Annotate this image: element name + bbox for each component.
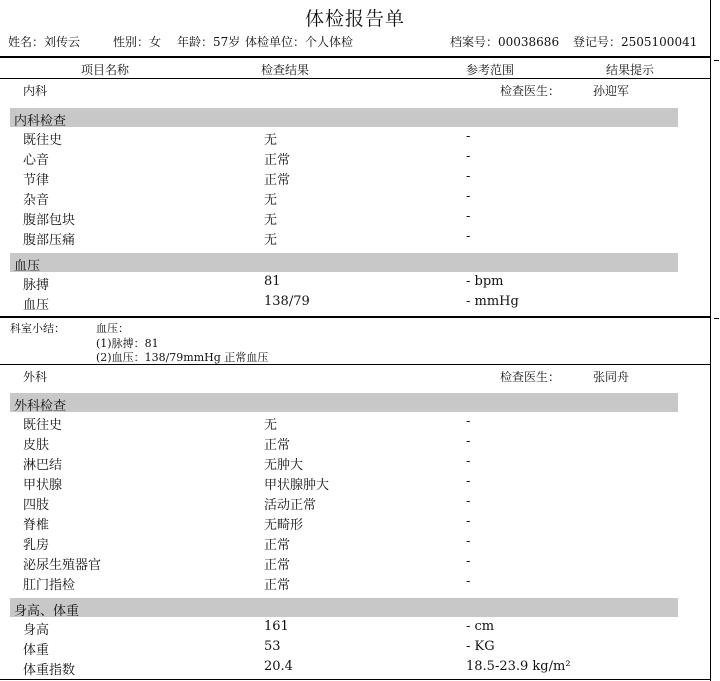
dept-surgery (0, 368, 710, 386)
item-name: 体重指数 (23, 663, 76, 678)
report-title: 体检报告单 (304, 8, 405, 30)
item-name: 四肢 (23, 498, 50, 513)
item-name: 腹部包块 (23, 213, 76, 228)
item-result: 无 (264, 213, 278, 228)
table-row (0, 572, 710, 591)
group-header (10, 393, 678, 412)
item-name: 身高 (23, 623, 50, 638)
header-top-rule (0, 56, 710, 58)
group-header (10, 253, 678, 272)
table-row (0, 637, 710, 656)
col-result: 检查结果 (260, 63, 309, 77)
table-row (0, 512, 710, 531)
group-header (10, 108, 678, 127)
item-name: 杂音 (23, 193, 50, 208)
section-rule (0, 316, 710, 318)
item-name: 心音 (23, 153, 50, 168)
item-name: 甲状腺 (23, 478, 63, 493)
col-reference: 参考范围 (465, 63, 514, 77)
col-item: 项目名称 (80, 63, 129, 77)
item-name: 皮肤 (23, 438, 50, 453)
item-reference: - (466, 129, 471, 144)
item-reference: - (466, 229, 471, 244)
item-reference: - (466, 514, 471, 529)
summary-label: 科室小结： (10, 322, 65, 335)
item-reference: - (466, 494, 471, 509)
dept-summary (0, 320, 710, 364)
table-row (0, 227, 710, 246)
table-row (0, 452, 710, 471)
page-bottom-rule (0, 679, 710, 680)
item-name: 腹部压痛 (23, 233, 76, 248)
patient-age: 年龄：57岁 (177, 35, 241, 49)
item-result: 无 (264, 233, 278, 248)
item-reference: - (466, 209, 471, 224)
item-result: 81 (264, 274, 281, 289)
item-result: 活动正常 (264, 498, 317, 513)
table-row (0, 292, 710, 311)
col-hint: 结果提示 (605, 63, 654, 77)
table-row (0, 657, 710, 676)
item-name: 既往史 (23, 133, 63, 148)
patient-file-no: 档案号：00038686 (450, 35, 560, 49)
item-name: 脊椎 (23, 518, 50, 533)
item-name: 体重 (23, 643, 50, 658)
table-row (0, 552, 710, 571)
page-edge-marks (711, 0, 720, 681)
item-name: 泌尿生殖器官 (23, 558, 102, 573)
table-row (0, 187, 710, 206)
doctor-label: 检查医生： (500, 370, 561, 384)
patient-gender: 性别：女 (113, 35, 162, 49)
item-reference: - mmHg (466, 294, 519, 309)
item-result: 无 (264, 418, 278, 433)
item-result: 正常 (264, 173, 291, 188)
patient-unit: 体检单位：个人体检 (245, 35, 354, 49)
item-reference: - cm (466, 619, 495, 634)
section-rule (0, 364, 710, 365)
item-result: 161 (264, 619, 289, 634)
item-reference: - (466, 534, 471, 549)
group-title: 血压 (14, 259, 41, 274)
group-header (10, 598, 678, 617)
item-result: 甲状腺肿大 (264, 478, 330, 493)
doctor-name: 孙迎军 (593, 84, 630, 98)
table-row (0, 272, 710, 291)
item-name: 乳房 (23, 538, 50, 553)
item-reference: - (466, 189, 471, 204)
table-row (0, 472, 710, 491)
group-title: 内科检查 (14, 114, 67, 129)
item-result: 20.4 (264, 659, 293, 674)
item-reference: - (466, 149, 471, 164)
table-row (0, 432, 710, 451)
table-row (0, 147, 710, 166)
item-result: 无肿大 (264, 458, 304, 473)
item-result: 正常 (264, 578, 291, 593)
item-reference: - (466, 554, 471, 569)
dept-internal (0, 82, 710, 100)
dept-name: 外科 (23, 370, 48, 384)
item-result: 正常 (264, 558, 291, 573)
item-name: 肛门指检 (23, 578, 76, 593)
table-row (0, 127, 710, 146)
item-reference: 18.5-23.9 kg/m² (466, 659, 571, 674)
patient-name: 姓名：刘传云 (8, 35, 81, 49)
item-name: 节律 (23, 173, 50, 188)
item-name: 血压 (23, 298, 50, 313)
table-row (0, 617, 710, 636)
item-reference: - (466, 474, 471, 489)
item-reference: - (466, 169, 471, 184)
summary-line: (2)血压：138/79mmHg 正常血压 (96, 351, 269, 364)
item-reference: - (466, 414, 471, 429)
item-result: 53 (264, 639, 281, 654)
item-result: 无 (264, 193, 278, 208)
item-reference: - (466, 574, 471, 589)
patient-info-row (0, 33, 710, 49)
item-name: 淋巴结 (23, 458, 63, 473)
item-reference: - (466, 434, 471, 449)
header-bottom-rule (0, 78, 710, 79)
item-result: 无畸形 (264, 518, 304, 533)
item-result: 无 (264, 133, 278, 148)
item-reference: - bpm (466, 274, 504, 289)
doctor-label: 检查医生： (500, 84, 561, 98)
item-result: 正常 (264, 153, 291, 168)
item-name: 既往史 (23, 418, 63, 433)
table-row (0, 532, 710, 551)
item-result: 正常 (264, 438, 291, 453)
edge-tick (714, 60, 719, 61)
patient-reg-no: 登记号：2505100041 (573, 35, 698, 49)
item-reference: - (466, 454, 471, 469)
group-title: 身高、体重 (14, 604, 80, 619)
item-result: 138/79 (264, 294, 310, 309)
edge-tick (714, 318, 719, 319)
doctor-name: 张同舟 (593, 370, 630, 384)
table-row (0, 492, 710, 511)
table-row (0, 412, 710, 431)
summary-line: (1)脉搏：81 (96, 337, 159, 350)
item-reference: - KG (466, 639, 495, 654)
item-name: 脉搏 (23, 278, 50, 293)
item-result: 正常 (264, 538, 291, 553)
column-headers (0, 61, 710, 77)
summary-line: 血压： (96, 322, 129, 335)
table-row (0, 167, 710, 186)
dept-name: 内科 (23, 84, 48, 98)
group-title: 外科检查 (14, 399, 67, 414)
table-row (0, 207, 710, 226)
